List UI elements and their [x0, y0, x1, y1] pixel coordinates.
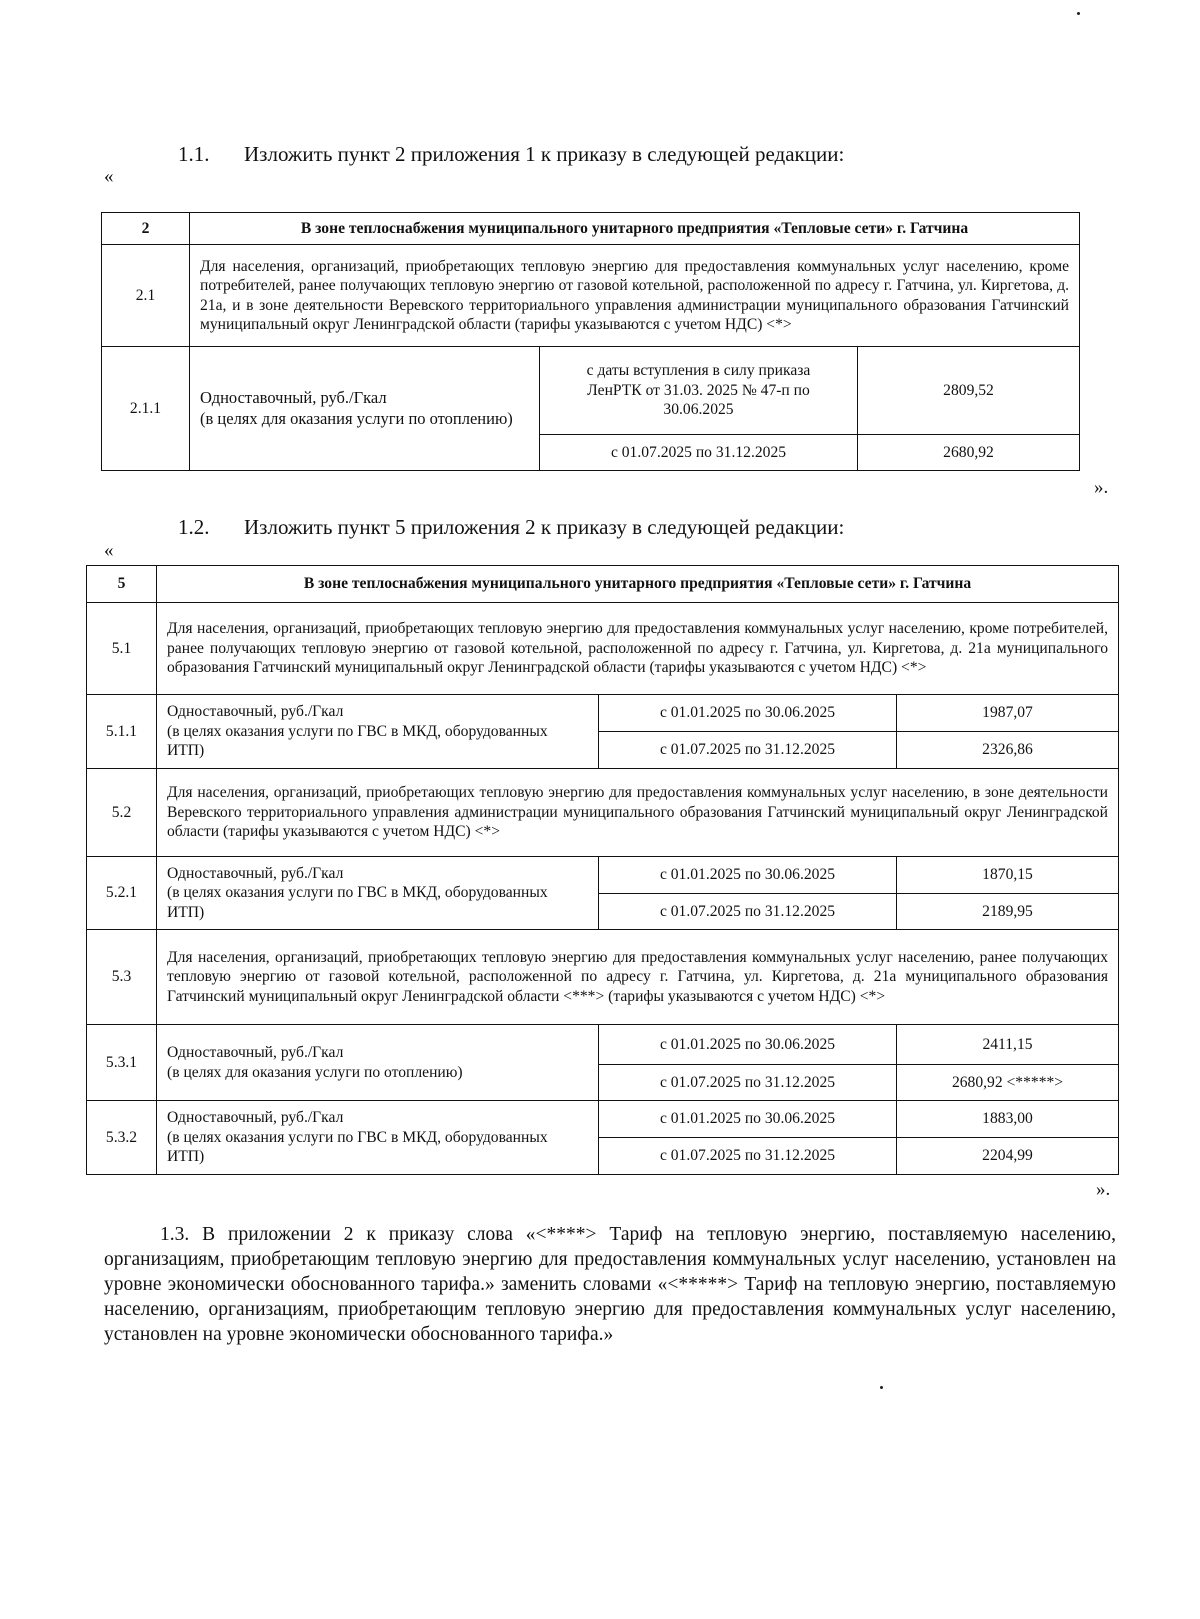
table-cell: с 01.07.2025 по 31.12.2025: [599, 894, 897, 930]
section-1-1-close-quote: ».: [1094, 477, 1109, 498]
table-cell: Одноставочный, руб./Гкал (в целях для оказания услуги по отоплению): [157, 1025, 599, 1101]
table-row: [87, 769, 1119, 857]
table-row: [87, 857, 1119, 894]
table-cell: 2680,92 <*****>: [897, 1065, 1119, 1101]
table-cell: В зоне теплоснабжения муниципального унитарного предприятия «Тепловые сети» г. Гатчина: [190, 213, 1080, 245]
section-1-2-text: Изложить пункт 5 приложения 2 к приказу в следующей редакции:: [244, 515, 845, 539]
table-row: [87, 695, 1119, 732]
table-cell: 2680,92: [858, 435, 1080, 471]
table-row: [102, 213, 1080, 245]
section-1-1-text: Изложить пункт 2 приложения 1 к приказу в следующей редакции:: [244, 142, 845, 166]
table-row: [87, 566, 1119, 603]
section-1-3-paragraph: 1.3. В приложении 2 к приказу слова «<****> Тариф на тепловую энергию, поставляемую населению, организациям, приобретающим тепловую энергию для предоставления коммунальных услуг населению, установлен на уровне экономически обоснованного тарифа.» заменить словами «<*****> Тариф на тепловую энергию, поставляемую населению, организациям, приобретающим тепловую энергию для предоставления коммунальных услуг населению, установлен на уровне экономически обоснованного тарифа.»: [104, 1224, 1116, 1345]
table-cell: с 01.01.2025 по 30.06.2025: [599, 1025, 897, 1065]
section-1-2-close-quote: ».: [1096, 1179, 1111, 1200]
table-cell: В зоне теплоснабжения муниципального унитарного предприятия «Тепловые сети» г. Гатчина: [157, 566, 1119, 603]
table-cell: 2204,99: [897, 1138, 1119, 1175]
table-cell: 2189,95: [897, 894, 1119, 930]
scan-speck: [1077, 12, 1080, 15]
table-cell: с 01.07.2025 по 31.12.2025: [599, 732, 897, 769]
table-cell: Для населения, организаций, приобретающих тепловую энергию для предоставления коммунальных услуг населению, в зоне деятельности Веревского территориального управления администрации муниципального образования Гатчинский муниципальный округ Ленинградской области (тарифы указываются с учетом НДС) <*>: [157, 769, 1119, 857]
table-cell: Для населения, организаций, приобретающих тепловую энергию для предоставления коммунальных услуг населению, кроме потребителей, ранее получающих тепловую энергию от газовой котельной, расположенной по адресу г. Гатчина, ул. Киргетова, д. 21а муниципального образования Гатчинский муниципальный округ Ленинградской области (тарифы указываются с учетом НДС) <*>: [157, 603, 1119, 695]
table-cell: 5: [87, 566, 157, 603]
table-row: [87, 1025, 1119, 1065]
table-cell: Одноставочный, руб./Гкал (в целях оказания услуги по ГВС в МКД, оборудованных ИТП): [157, 857, 599, 930]
table-cell: с 01.01.2025 по 30.06.2025: [599, 695, 897, 732]
table-cell: 5.3.1: [87, 1025, 157, 1101]
table-cell: 5.2: [87, 769, 157, 857]
table-cell: 2326,86: [897, 732, 1119, 769]
table-cell: 5.3.2: [87, 1101, 157, 1175]
section-1-2-open-quote: «: [104, 540, 114, 561]
section-1-2-number: 1.2.: [178, 515, 210, 539]
table-cell: Для населения, организаций, приобретающих тепловую энергию для предоставления коммунальных услуг населению, кроме потребителей, ранее получающих тепловую энергию от газовой котельной, расположенной по адресу г. Гатчина, ул. Киргетова, д. 21а, и в зоне деятельности Веревского территориального управления администрации муниципального образования Гатчинский муниципальный округ Ленинградской области (тарифы указываются с учетом НДС) <*>: [190, 245, 1080, 347]
scan-speck: [880, 1386, 883, 1389]
table-cell: 5.2.1: [87, 857, 157, 930]
table-row: [102, 245, 1080, 347]
table-row: [102, 347, 1080, 435]
section-1-2-heading: [178, 515, 844, 540]
table-row: [87, 1101, 1119, 1138]
table-cell: Одноставочный, руб./Гкал (в целях для оказания услуги по отоплению): [190, 347, 540, 471]
table-row: [87, 930, 1119, 1025]
table-cell: с 01.07.2025 по 31.12.2025: [599, 1065, 897, 1101]
section-1-1-heading: [178, 142, 844, 167]
table-cell: 2411,15: [897, 1025, 1119, 1065]
table-cell: 1870,15: [897, 857, 1119, 894]
table-cell: Одноставочный, руб./Гкал (в целях оказания услуги по ГВС в МКД, оборудованных ИТП): [157, 695, 599, 769]
table-cell: 1987,07: [897, 695, 1119, 732]
table-cell: 5.1: [87, 603, 157, 695]
section-1-1-open-quote: «: [104, 166, 114, 187]
tariff-table-2: [86, 565, 1119, 1175]
table-cell: 5.3: [87, 930, 157, 1025]
tariff-table-1: [101, 212, 1080, 471]
table-cell: Для населения, организаций, приобретающих тепловую энергию для предоставления коммунальных услуг населению, ранее получающих тепловую энергию от газовой котельной, расположенной по адресу г. Гатчина, ул. Киргетова, д. 21а муниципального образования Гатчинский муниципальный округ Ленинградской области <***> (тарифы указываются с учетом НДС) <*>: [157, 930, 1119, 1025]
table-cell: с 01.07.2025 по 31.12.2025: [599, 1138, 897, 1175]
table-cell: с 01.01.2025 по 30.06.2025: [599, 1101, 897, 1138]
table-cell: 2809,52: [858, 347, 1080, 435]
table-cell: 2: [102, 213, 190, 245]
section-1-1-number: 1.1.: [178, 142, 210, 166]
table-cell: с 01.07.2025 по 31.12.2025: [540, 435, 858, 471]
table-cell: 1883,00: [897, 1101, 1119, 1138]
table-cell: 2.1.1: [102, 347, 190, 471]
table-cell: с даты вступления в силу приказа ЛенРТК от 31.03. 2025 № 47-п по 30.06.2025: [540, 347, 858, 435]
table-cell: 2.1: [102, 245, 190, 347]
table-cell: Одноставочный, руб./Гкал (в целях оказания услуги по ГВС в МКД, оборудованных ИТП): [157, 1101, 599, 1175]
table-cell: 5.1.1: [87, 695, 157, 769]
table-cell: с 01.01.2025 по 30.06.2025: [599, 857, 897, 894]
table-row: [87, 603, 1119, 695]
